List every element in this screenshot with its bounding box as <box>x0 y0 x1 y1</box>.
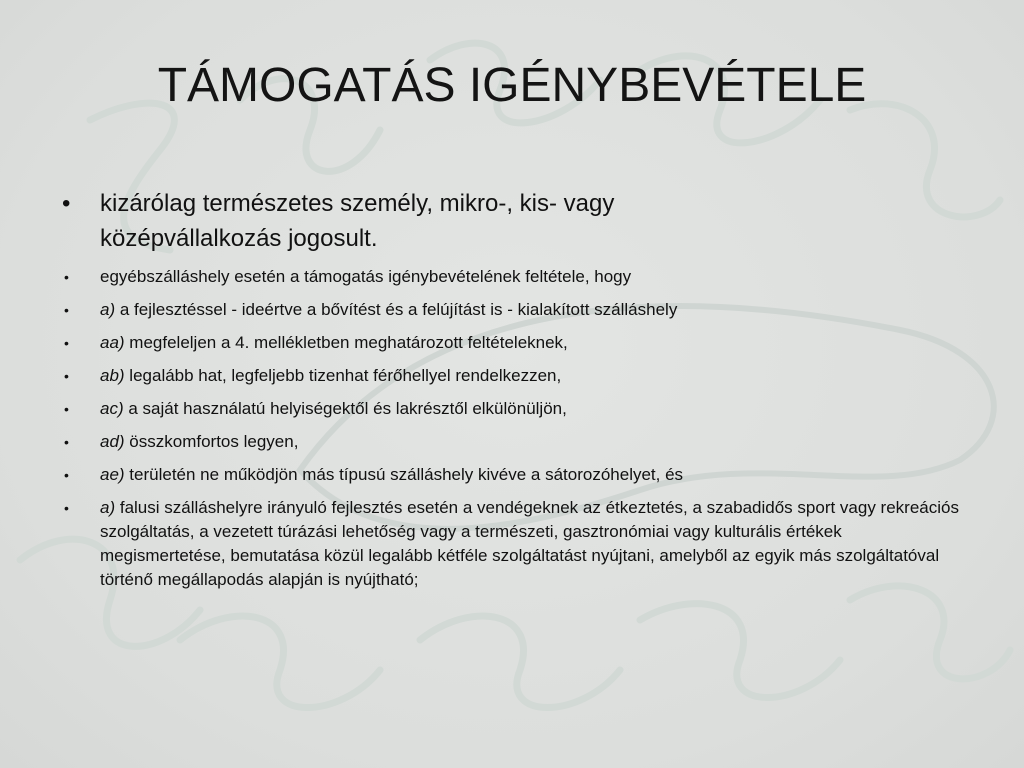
bullet-text: egyébszálláshely esetén a támogatás igénybevételének feltétele, hogy <box>100 267 632 286</box>
bullet-text: legalább hat, legfeljebb tizenhat férőhellyel rendelkezzen, <box>124 366 562 385</box>
watermark-stroke-9 <box>640 604 840 698</box>
bullet-prefix: ab) <box>100 366 125 385</box>
bullet-text: területén ne működjön más típusú szálláshely kivéve a sátorozóhelyet, és <box>124 465 684 484</box>
bullet-prefix: ae) <box>100 465 125 484</box>
bullet-item <box>60 298 960 322</box>
bullet-item <box>60 265 960 289</box>
bullet-item <box>60 364 960 388</box>
slide-title: TÁMOGATÁS IGÉNYBEVÉTELE <box>157 59 867 112</box>
bullet-prefix: aa) <box>100 333 125 352</box>
bullet-item <box>60 430 960 454</box>
watermark-stroke-8 <box>420 616 620 708</box>
bullet-text: összkomfortos legyen, <box>124 432 299 451</box>
bullet-prefix: a) <box>100 300 116 319</box>
bullet-text: megfeleljen a 4. mellékletben meghatározott feltételeknek, <box>124 333 568 352</box>
bullet-item <box>60 186 800 256</box>
bullet-text: a fejlesztéssel - ideértve a bővítést és a felújítást is - kialakított szálláshely <box>115 300 678 319</box>
bullet-text: kizárólag természetes személy, mikro-, kis- vagy középvállalkozás jogosult. <box>100 190 615 252</box>
watermark-stroke-7 <box>180 616 380 708</box>
bullet-item <box>60 463 960 487</box>
bullet-list <box>60 186 960 601</box>
bullet-prefix: ac) <box>100 399 124 418</box>
bullet-item <box>60 496 960 592</box>
bullet-item <box>60 331 960 355</box>
bullet-prefix: a) <box>100 498 116 517</box>
bullet-text: falusi szálláshelyre irányuló fejlesztés esetén a vendégeknek az étkeztetés, a szabadidős sport vagy rekreációs szolgáltatás, a vezetett túrázási lehetőség vagy a természeti, gasztronómiai vagy kulturális értékek megismertetése, bemutatása közül legalább kétféle szolgáltatást nyújtani, amelyből az egyik más szolgáltatóval történő megállapodás alapján is nyújtható; <box>100 498 959 589</box>
bullet-prefix: ad) <box>100 432 125 451</box>
bullet-item <box>60 397 960 421</box>
bullet-text: a saját használatú helyiségektől és lakrésztől elkülönüljön, <box>123 399 567 418</box>
